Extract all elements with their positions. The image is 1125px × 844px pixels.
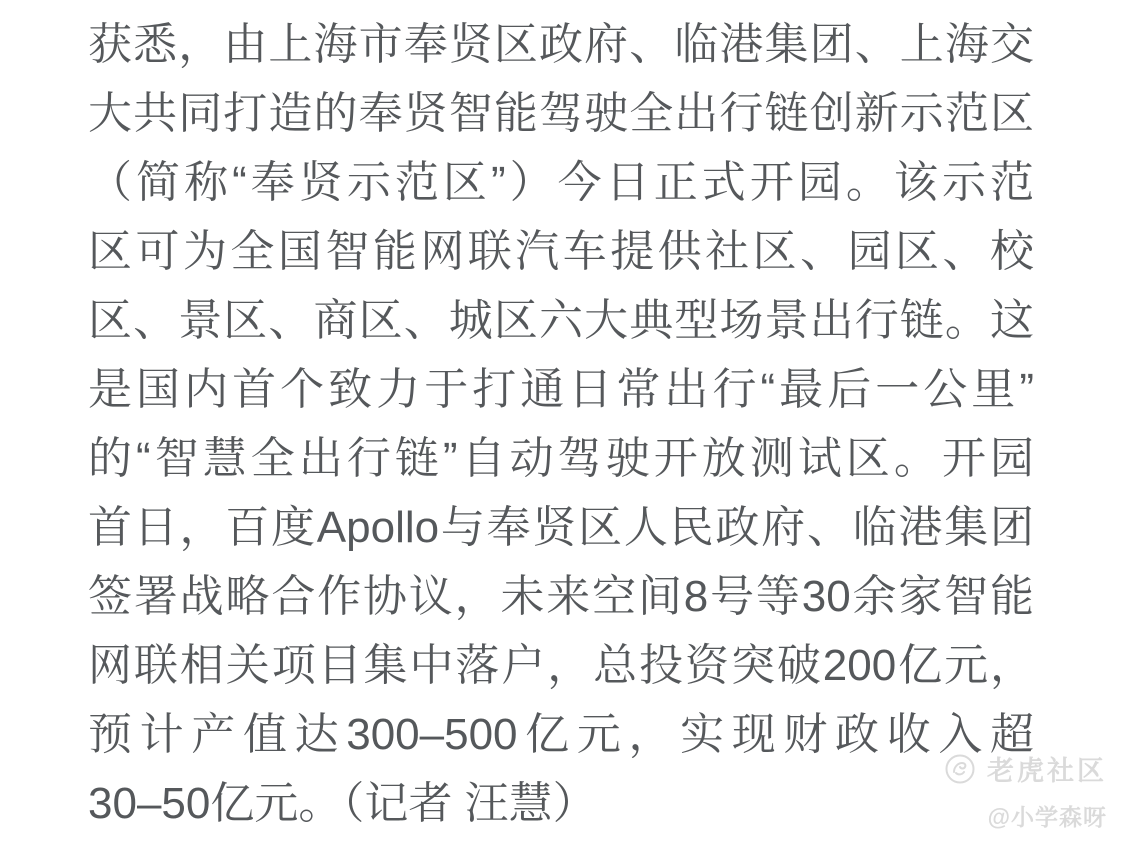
watermark-username: @小学森呀 [987,804,1107,830]
article-line: 签署战略合作协议，未来空间8号等30余家智能 [88,572,1034,621]
article-line: 区可为全国智能网联汽车提供社区、园区、校 [88,227,1034,276]
article-line: 的“智慧全出行链”自动驾驶开放测试区。开园 [88,434,1034,483]
watermark-brand-row [945,749,1107,788]
article-line: 是国内首个致力于打通日常出行“最后一公里” [88,365,1034,414]
article-text-block [88,10,1034,838]
article-line: 30–50亿元。（记者 汪慧） [88,779,597,828]
article-line: 预计产值达300–500亿元，实现财政收入超 [88,710,1034,759]
article-line: 网联相关项目集中落户，总投资突破200亿元， [88,641,1034,690]
article-line: 大共同打造的奉贤智能驾驶全出行链创新示范区 [88,89,1034,138]
tiger-logo-icon [945,754,975,784]
article-line: （简称“奉贤示范区”）今日正式开园。该示范 [88,158,1034,207]
watermark [945,749,1107,832]
article-line: 获悉，由上海市奉贤区政府、临港集团、上海交 [88,20,1034,69]
article-line: 首日，百度Apollo与奉贤区人民政府、临港集团 [88,503,1034,552]
article-line: 区、景区、商区、城区六大典型场景出行链。这 [88,296,1034,345]
watermark-brand-text: 老虎社区 [987,756,1107,786]
